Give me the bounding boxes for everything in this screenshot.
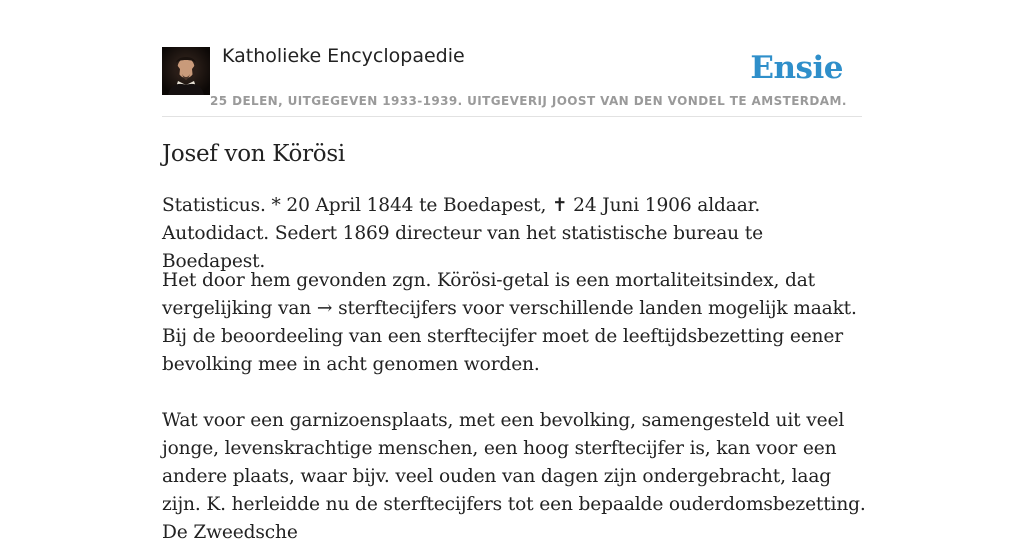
brand-logo[interactable]: Ensie [750, 50, 843, 86]
portrait-avatar-graphic [162, 47, 210, 95]
article-paragraph: Statisticus. * 20 April 1844 te Boedapest, ✝ 24 Juni 1906 aldaar. Autodidact. Sedert 1869 directeur van het statistische bureau te Boedapest. [162, 195, 763, 272]
article-paragraph: Wat voor een garnizoensplaats, met een bevolking, samengesteld uit veel jonge, levenskrachtige menschen, een hoog sterftecijfer is, kan voor een andere plaats, waar bijv. veel ouden van dagen zijn ondergebracht, laag zijn. K. herleidde nu de sterftecijfers tot een bepaalde ouderdomsbezetting. De Zweedsche [162, 410, 866, 543]
article-paragraph: Het door hem gevonden zgn. Körösi-getal is een mortaliteitsindex, dat vergelijking van → sterftecijfers voor verschillende landen mogelijk maakt. Bij de beoordeeling van een sterftecijfer moet de leeftijdsbezetting eener bevolking mee in acht genomen worden. [162, 270, 857, 375]
article-title: Josef von Körösi [162, 141, 345, 167]
publication-title[interactable]: Katholieke Encyclopaedie [222, 45, 465, 67]
header [162, 40, 862, 117]
article [162, 139, 868, 543]
portrait-avatar-icon[interactable] [162, 47, 210, 95]
publication-subtitle: 25 DELEN, UITGEGEVEN 1933-1939. UITGEVERIJ JOOST VAN DEN VONDEL TE AMSTERDAM. [210, 94, 847, 108]
